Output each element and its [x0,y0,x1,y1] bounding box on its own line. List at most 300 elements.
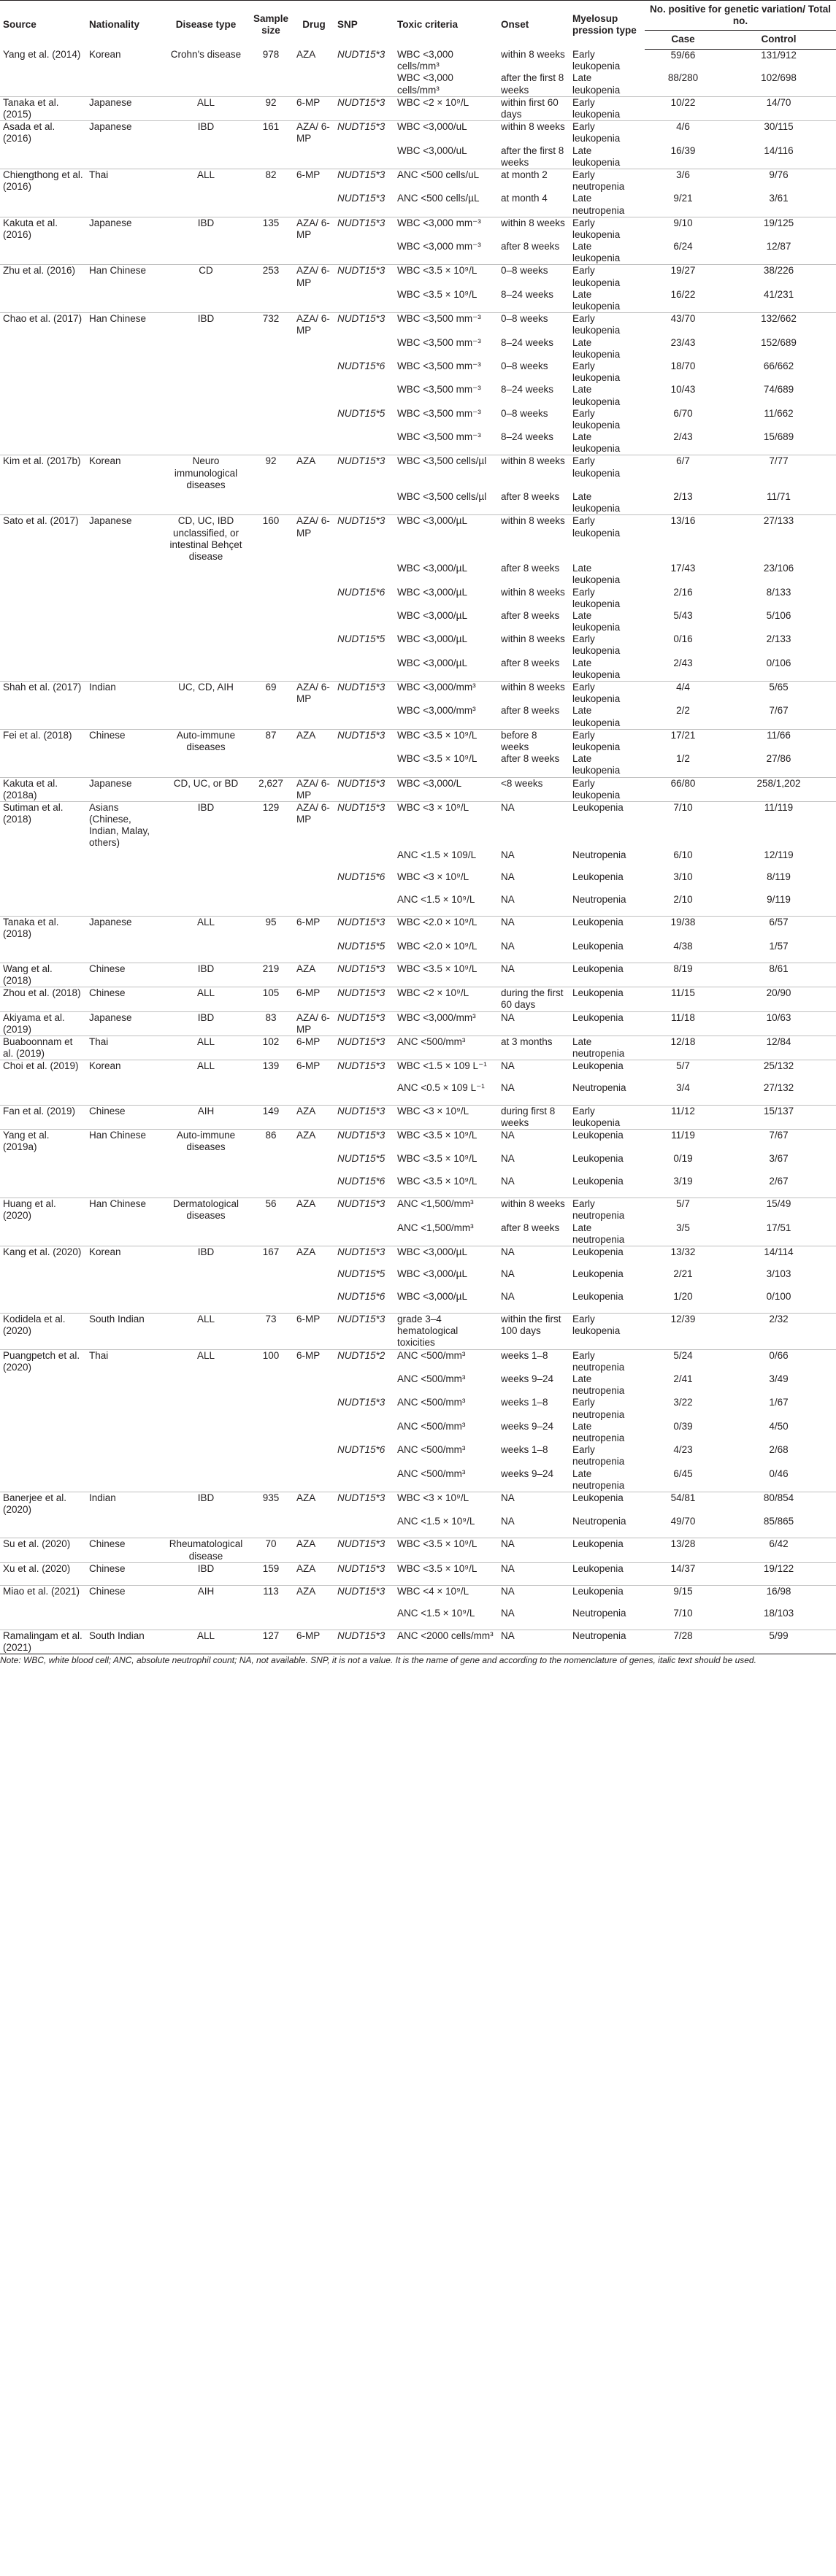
cell-nationality [86,1222,164,1246]
cell-nationality [86,337,164,360]
cell-source [0,145,86,169]
cell-case: 3/10 [673,871,693,883]
cell-myelosuppression-type: Early leukopenia [570,682,645,706]
cell-nationality [86,563,164,586]
cell-snp: NUDT15*3 [334,801,394,849]
cell-myelosuppression-type: Early leukopenia [572,586,621,609]
cell-source [0,849,86,872]
cell-onset: NA [498,1630,570,1654]
cell-toxic-criteria: ANC <1,500/mm³ [397,1222,474,1233]
cell-disease-type: Neuro immunological diseases [164,455,248,491]
cell-disease-type: ALL [164,169,248,193]
cell-source [0,658,86,682]
cell-myelosuppression-type: Leukopenia [572,1268,624,1280]
cell-myelosuppression-type: Leukopenia [570,1562,645,1585]
cell-toxic-criteria: WBC <3,000/uL [394,121,498,145]
cell-sample-size [248,1222,294,1246]
cell-onset: <8 weeks [498,777,570,801]
cell-nationality: Thai [86,1036,164,1060]
table-row [0,169,836,193]
cell-drug [294,241,334,265]
cell-nationality [86,587,164,610]
cell-control: 1/67 [769,1397,789,1408]
table-row [0,1130,836,1154]
cell-disease-type: IBD [164,963,248,987]
cell-sample-size: 135 [248,217,294,241]
cell-nationality [86,360,164,384]
cell-control: 12/119 [764,849,794,860]
cell-onset: within 8 weeks [501,586,565,598]
cell-drug [294,1516,334,1538]
cell-snp [334,610,394,633]
cell-toxic-criteria: WBC <3,000/µL [397,609,467,621]
cell-disease-type [164,610,248,633]
cell-drug [294,633,334,657]
cell-snp: NUDT15*3 [334,1585,394,1608]
cell-control: 11/66 [721,729,836,753]
cell-drug [294,1153,334,1176]
table-row [0,1516,836,1538]
cell-control: 3/49 [769,1373,789,1384]
cell-nationality: Korean [86,1246,164,1269]
table-row [0,1036,836,1060]
cell-snp [334,705,394,729]
cell-toxic-criteria: ANC <500/mm³ [394,1036,498,1060]
cell-myelosuppression-type: Leukopenia [572,1176,624,1187]
cell-control: 11/119 [721,801,836,849]
table-row [0,1060,836,1083]
cell-source: Kang et al. (2020) [0,1246,86,1269]
cell-toxic-criteria: WBC <3,000/µL [394,1246,498,1269]
cell-onset: 0–8 weeks [501,407,548,419]
cell-drug [294,360,334,384]
cell-onset: weeks 9–24 [501,1420,554,1432]
cell-sample-size [248,1082,294,1105]
cell-case: 88/280 [667,72,699,84]
cell-source [0,1468,86,1492]
cell-nationality: Indian [86,1492,164,1516]
table-row [0,1011,836,1036]
cell-control: 19/125 [721,217,836,241]
cell-onset: NA [501,1516,515,1527]
table-row [0,1176,836,1198]
cell-snp [334,1082,394,1105]
cell-onset: 0–8 weeks [498,313,570,337]
cell-control: 14/116 [764,144,794,156]
cell-nationality [86,408,164,431]
cell-snp [334,658,394,682]
table-row [0,849,836,872]
cell-nationality [86,633,164,657]
cell-disease-type: ALL [164,96,248,120]
cell-control: 1/57 [769,940,789,952]
cell-myelosuppression-type: Late leukopenia [572,72,621,96]
cell-myelosuppression-type: Neutropenia [572,1082,626,1094]
cell-disease-type: IBD [164,1562,248,1585]
cell-drug [294,431,334,455]
cell-myelosuppression-type: Early leukopenia [570,1105,645,1129]
cell-case: 13/28 [645,1538,721,1562]
cell-source: Zhou et al. (2018) [0,987,86,1011]
cell-nationality [86,1153,164,1176]
cell-control: 41/231 [763,288,794,300]
cell-source: Fan et al. (2019) [0,1105,86,1129]
cell-myelosuppression-type: Early neutropenia [570,1198,645,1222]
cell-case: 2/43 [673,657,693,668]
cell-myelosuppression-type: Late leukopenia [572,336,621,360]
cell-snp [334,241,394,265]
cell-sample-size: 86 [248,1130,294,1154]
table-row [0,682,836,706]
cell-sample-size: 92 [248,455,294,491]
cell-myelosuppression-type: Late neutropenia [572,1373,625,1397]
cell-myelosuppression-type: Leukopenia [570,1130,645,1154]
cell-onset: NA [498,1011,570,1036]
table-row [0,431,836,455]
cell-myelosuppression-type: Late leukopenia [572,241,621,264]
cell-drug: 6-MP [294,917,334,941]
cell-nationality: Chinese [86,1585,164,1608]
cell-snp: NUDT15*3 [334,1130,394,1154]
table-row [0,1585,836,1608]
cell-onset: after 8 weeks [501,609,560,621]
cell-toxic-criteria: WBC <3.5 × 10⁹/L [397,1153,478,1165]
cell-nationality [86,431,164,455]
cell-myelosuppression-type: Leukopenia [570,963,645,987]
cell-myelosuppression-type: Late leukopenia [572,384,621,407]
table-row [0,1468,836,1492]
cell-nationality [86,1397,164,1420]
cell-disease-type: IBD [164,801,248,849]
cell-snp: NUDT15*3 [334,1562,394,1585]
cell-control: 8/133 [766,586,791,598]
cell-source: Sutiman et al. (2018) [0,801,86,849]
table-row [0,1349,836,1373]
cell-disease-type: ALL [164,987,248,1011]
cell-disease-type: Auto-immune diseases [164,1130,248,1154]
cell-nationality [86,145,164,169]
cell-disease-type [164,894,248,917]
cell-snp: NUDT15*3 [337,1397,386,1408]
cell-case: 9/21 [673,193,693,204]
table-row [0,1291,836,1314]
cell-disease-type: IBD [164,313,248,337]
cell-control: 5/65 [721,682,836,706]
cell-source [0,1397,86,1420]
cell-drug [294,72,334,96]
cell-case: 4/6 [645,121,721,145]
cell-drug [294,145,334,169]
cell-drug: 6-MP [294,1349,334,1373]
cell-snp [334,337,394,360]
cell-sample-size [248,705,294,729]
cell-snp: NUDT15*5 [337,940,386,952]
cell-snp: NUDT15*3 [334,1105,394,1129]
table-row [0,610,836,633]
cell-case: 54/81 [645,1492,721,1516]
cell-control: 18/103 [763,1607,794,1619]
cell-myelosuppression-type: Leukopenia [570,1538,645,1562]
cell-disease-type [164,563,248,586]
cell-case: 11/15 [645,987,721,1011]
cell-myelosuppression-type: Leukopenia [572,871,624,883]
cell-toxic-criteria: WBC <3.5 × 10⁹/L [397,753,478,765]
cell-onset: after 8 weeks [501,563,560,574]
cell-drug: AZA/ 6-MP [294,777,334,801]
cell-control: 0/66 [721,1349,836,1373]
cell-disease-type: AIH [164,1105,248,1129]
cell-case: 49/70 [670,1516,696,1527]
cell-case: 13/16 [645,515,721,563]
cell-snp [334,1421,394,1444]
cell-control: 9/119 [767,894,791,905]
cell-drug [294,408,334,431]
cell-toxic-criteria: WBC <2.0 × 10⁹/L [397,940,478,952]
cell-snp: NUDT15*3 [337,49,386,61]
cell-control: 132/662 [721,313,836,337]
cell-source [0,705,86,729]
cell-nationality: South Indian [86,1630,164,1654]
cell-myelosuppression-type: Early leukopenia [570,777,645,801]
table-row [0,801,836,849]
table-row [0,1444,836,1468]
cell-snp [334,491,394,515]
cell-drug: 6-MP [294,169,334,193]
cell-toxic-criteria: WBC <3,000 cells/mm³ [397,49,453,72]
cell-control: 14/114 [721,1246,836,1269]
cell-source: Yang et al. (2014) [3,49,81,61]
table-row [0,1630,836,1654]
cell-toxic-criteria: WBC <3,000/µL [397,1290,467,1302]
cell-toxic-criteria: WBC <4 × 10⁹/L [394,1585,498,1608]
cell-drug [294,193,334,217]
cell-case: 2/21 [673,1268,693,1280]
cell-onset: NA [501,1153,515,1165]
cell-source [0,431,86,455]
cell-toxic-criteria: WBC <3 × 10⁹/L [394,1105,498,1129]
cell-sample-size: 102 [248,1036,294,1060]
cell-case: 5/43 [673,609,693,621]
cell-snp [334,849,394,872]
cell-disease-type [164,72,248,96]
cell-case: 10/43 [670,384,696,396]
cell-toxic-criteria: ANC <1.5 × 109/L [397,849,477,860]
cell-source [0,894,86,917]
cell-sample-size [248,1397,294,1420]
cell-snp: NUDT15*3 [334,1630,394,1654]
table-row [0,515,836,563]
cell-control: 16/98 [721,1585,836,1608]
cell-toxic-criteria: ANC <500/mm³ [397,1397,466,1408]
cell-myelosuppression-type: Early leukopenia [570,217,645,241]
cell-snp: NUDT15*3 [334,217,394,241]
cell-nationality: Japanese [86,217,164,241]
cell-sample-size: 978 [262,49,280,61]
table-row [0,1538,836,1562]
cell-sample-size: 160 [248,515,294,563]
cell-myelosuppression-type: Late leukopenia [572,609,621,633]
cell-sample-size [248,563,294,586]
cell-myelosuppression-type: Leukopenia [572,1153,624,1165]
cell-disease-type: IBD [164,1011,248,1036]
cell-disease-type [164,941,248,963]
cell-drug [294,1468,334,1492]
cell-myelosuppression-type: Early neutropenia [572,1444,625,1468]
cell-source [0,337,86,360]
cell-sample-size: 56 [248,1198,294,1222]
cell-nationality [86,705,164,729]
cell-snp: NUDT15*2 [334,1349,394,1373]
cell-case: 3/22 [673,1397,693,1408]
cell-snp: NUDT15*5 [337,1268,386,1280]
cell-toxic-criteria: WBC <3.5 × 10⁹/L [394,1130,498,1154]
cell-control: 27/86 [766,753,791,765]
cell-snp: NUDT15*3 [334,121,394,145]
cell-snp: NUDT15*3 [334,1198,394,1222]
cell-snp: NUDT15*6 [337,1444,386,1456]
cell-nationality: Indian [86,682,164,706]
cell-drug: AZA [294,455,334,491]
cell-onset: NA [498,1246,570,1269]
cell-case: 3/19 [673,1176,693,1187]
cell-drug [294,1222,334,1246]
cell-nationality [86,193,164,217]
cell-onset: weeks 9–24 [501,1468,554,1479]
cell-source: Zhu et al. (2016) [0,265,86,289]
cell-drug [294,1444,334,1468]
cell-toxic-criteria: ANC <500/mm³ [397,1373,466,1384]
cell-toxic-criteria: WBC <3,000/µL [397,1268,467,1280]
cell-control: 102/698 [761,72,797,84]
cell-drug: AZA [294,1130,334,1154]
cell-snp [334,145,394,169]
cell-toxic-criteria: WBC <3.5 × 10⁹/L [394,265,498,289]
cell-source: Ramalingam et al. (2021) [0,1630,86,1654]
cell-source: Shah et al. (2017) [0,682,86,706]
cell-onset: NA [501,871,515,883]
cell-disease-type [164,1222,248,1246]
cell-toxic-criteria: ANC <500/mm³ [397,1444,466,1456]
cell-case: 5/7 [645,1060,721,1083]
cell-control: 11/71 [767,491,791,502]
cell-drug: AZA [294,1562,334,1585]
cell-sample-size [248,1516,294,1538]
table-row [0,217,836,241]
cell-myelosuppression-type: Neutropenia [570,1630,645,1654]
cell-toxic-criteria: WBC <3,500 mm⁻³ [394,313,498,337]
cell-myelosuppression-type: Late leukopenia [572,431,621,455]
table-row [0,241,836,265]
cell-sample-size: 82 [248,169,294,193]
cell-onset: NA [498,1562,570,1585]
table-row [0,871,836,894]
cell-source: Puangpetch et al. (2020) [0,1349,86,1373]
cell-disease-type [164,633,248,657]
header-snp: SNP [334,1,394,50]
cell-case: 16/22 [670,288,696,300]
table-row [0,313,836,337]
cell-onset: 8–24 weeks [501,431,554,443]
cell-snp: NUDT15*3 [334,1036,394,1060]
cell-case: 3/4 [676,1082,690,1094]
cell-case: 11/12 [645,1105,721,1129]
cell-drug: AZA/ 6-MP [294,1011,334,1036]
cell-drug: AZA [294,1246,334,1269]
cell-disease-type [164,1468,248,1492]
cell-nationality [86,1516,164,1538]
cell-sample-size [248,337,294,360]
cell-source: Yang et al. (2019a) [0,1130,86,1154]
cell-case: 6/45 [673,1468,693,1479]
cell-case: 13/32 [645,1246,721,1269]
cell-source [0,1291,86,1314]
cell-disease-type [164,384,248,407]
cell-nationality [86,871,164,894]
cell-control: 7/77 [721,455,836,491]
cell-onset: at month 4 [501,193,548,204]
table-row [0,1492,836,1516]
cell-case: 4/38 [673,940,693,952]
cell-control: 2/133 [766,633,791,645]
cell-source [0,1421,86,1444]
cell-drug: AZA [294,729,334,753]
cell-snp: NUDT15*5 [337,1153,386,1165]
cell-sample-size: 161 [248,121,294,145]
cell-toxic-criteria: WBC <3,000/µL [397,657,467,668]
cell-source [0,1082,86,1105]
cell-toxic-criteria: WBC <3,000/L [394,777,498,801]
cell-disease-type [164,360,248,384]
cell-drug [294,1176,334,1198]
cell-myelosuppression-type: Leukopenia [570,1011,645,1036]
cell-onset: NA [501,1607,515,1619]
cell-toxic-criteria: WBC <3,500 mm⁻³ [397,407,481,419]
cell-toxic-criteria: ANC <1.5 × 10⁹/L [397,894,475,905]
cell-nationality: Korean [89,49,121,61]
cell-nationality [86,1082,164,1105]
cell-myelosuppression-type: Neutropenia [572,1607,626,1619]
cell-control: 0/100 [766,1290,791,1302]
cell-drug [294,1397,334,1420]
cell-case: 17/43 [670,563,696,574]
table-row [0,360,836,384]
cell-disease-type [164,1268,248,1291]
cell-snp [334,72,394,96]
cell-nationality [86,849,164,872]
cell-source: Huang et al. (2020) [0,1198,86,1222]
cell-myelosuppression-type: Late leukopenia [572,563,621,586]
cell-disease-type [164,408,248,431]
table-row [0,145,836,169]
cell-control: 8/119 [767,871,791,883]
table-row [0,633,836,657]
cell-drug: AZA [294,1198,334,1222]
cell-onset: after 8 weeks [501,753,560,765]
cell-disease-type [164,1291,248,1314]
table-row [0,1198,836,1222]
cell-nationality [86,1608,164,1630]
cell-onset: after 8 weeks [501,705,560,717]
cell-nationality: Han Chinese [86,265,164,289]
cell-source: Akiyama et al. (2019) [0,1011,86,1036]
cell-myelosuppression-type: Late neutropenia [572,1468,625,1491]
cell-control: 12/87 [766,241,791,252]
cell-case: 43/70 [645,313,721,337]
cell-sample-size [248,1176,294,1198]
cell-nationality: Thai [86,1349,164,1373]
table-row [0,49,836,72]
cell-drug [294,337,334,360]
